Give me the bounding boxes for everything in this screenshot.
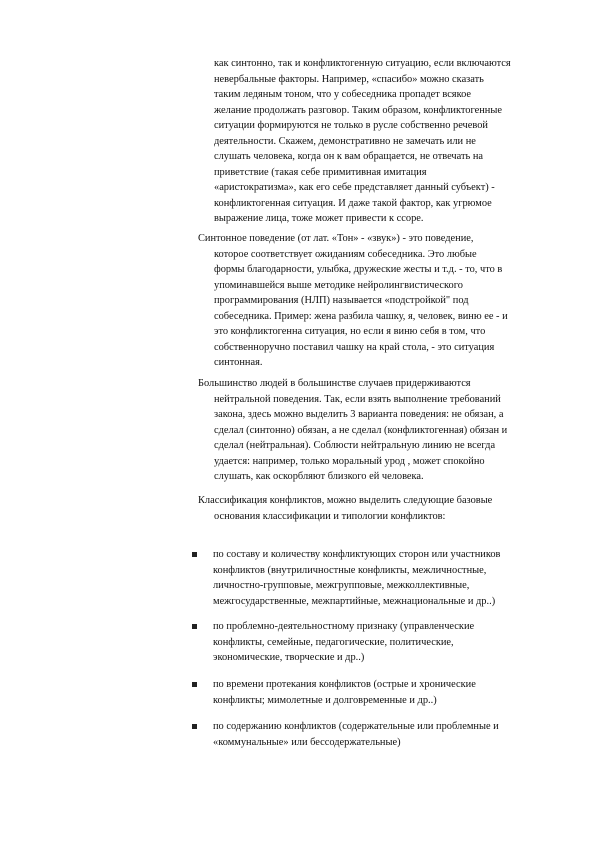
text-line: Синтонное поведение (от лат. «Тон» - «звук») - это поведение, xyxy=(198,233,474,244)
text-line: собственноручно поставил чашку на край стола, - это ситуация xyxy=(214,341,495,353)
text-line: деятельности. Скажем, демонстративно не замечать или не xyxy=(214,135,476,147)
text-line: упоминавшейся выше методике нейролингвистического xyxy=(214,279,463,291)
square-bullet-icon xyxy=(192,624,197,629)
text-line: личностно-групповые, межгрупповые, межколлективные, xyxy=(213,580,470,591)
text-line: которое соответствует ожиданиям собеседника. Это любые xyxy=(214,248,477,260)
list-item-text xyxy=(213,719,499,750)
text-line: конфликты, семейные, педагогические, политические, xyxy=(213,636,454,648)
square-bullet-icon xyxy=(192,552,197,557)
paragraph-conflict-classification xyxy=(198,493,558,524)
text-line: Большинство людей в большинстве случаев придерживаются xyxy=(198,378,471,389)
text-line: экономические, творческие и др..) xyxy=(213,652,365,663)
text-line: конфликтов (внутриличностные конфликты, межличностные, xyxy=(213,564,487,576)
text-line: слушать, как оскорбляют близкого ей человека. xyxy=(214,471,424,482)
text-line: межгосударственные, межпартийные, межнациональные и др..) xyxy=(213,595,496,607)
square-bullet-icon xyxy=(192,724,197,729)
text-line: по проблемно-деятельностному признаку (управленческие xyxy=(213,621,475,632)
text-line: «аристократизма», как его себе представляет данный субъект) - xyxy=(214,182,495,193)
text-line: формы благодарности, улыбка, дружеские жесты и т.д. - то, что в xyxy=(214,264,503,275)
text-line: основания классификации и типологии конфликтов: xyxy=(214,510,446,522)
text-line: как синтонно, так и конфликтогенную ситуацию, если включаются xyxy=(214,58,511,69)
text-line: удается: например, только моральный урод , может спокойно xyxy=(214,455,485,467)
text-line: конфликтогенная ситуация. И даже такой фактор, как угрюмое xyxy=(214,197,492,209)
text-line: ситуации формируются не только в русле собственно речевой xyxy=(214,120,488,131)
text-line: желание продолжать разговор. Таким образом, конфликтогенные xyxy=(214,104,502,116)
text-line: по содержанию конфликтов (содержательные или проблемные и xyxy=(213,721,499,732)
paragraph-neutral-behavior xyxy=(198,376,558,485)
text-line: «коммунальные» или бессодержательные) xyxy=(213,736,401,748)
text-line: Классификация конфликтов, можно выделить следующие базовые xyxy=(198,495,493,506)
text-line: закона, здесь можно выделить 3 варианта поведения: не обязан, а xyxy=(214,409,504,420)
text-line: по времени протекания конфликтов (острые и хронические xyxy=(213,679,476,690)
text-line: невербальные факторы. Например, «спасибо» можно сказать xyxy=(214,73,484,85)
list-item-text xyxy=(213,619,474,666)
text-line: выражение лица, тоже может привести к ссоре. xyxy=(214,213,424,224)
text-line: это конфликтогенна ситуация, но если я виню себя в том, что xyxy=(214,326,486,337)
text-line: сделал (синтонно) обязан, а не сделал (конфликтогенная) обязан и xyxy=(214,424,508,436)
text-line: сделал (нейтральная). Соблюсти нейтральную линию не всегда xyxy=(214,440,496,451)
square-bullet-icon xyxy=(192,682,197,687)
text-line: таким ледяным тоном, что у собеседника пропадет всякое xyxy=(214,89,472,100)
list-item-text xyxy=(213,677,476,708)
text-line: собеседника. Пример: жена разбила чашку, я, человек, виню ее - и xyxy=(214,310,508,322)
text-line: программирования (НЛП) называется «подстройкой" под xyxy=(214,295,469,306)
text-line: конфликты; мимолетные и долговременные и др..) xyxy=(213,694,437,706)
text-line: нейтральной поведения. Так, если взять выполнение требований xyxy=(214,393,501,405)
text-line: по составу и количеству конфликтующих сторон или участников xyxy=(213,549,501,560)
text-line: синтонная. xyxy=(214,357,263,368)
paragraph-syntonic-behavior xyxy=(198,231,558,371)
paragraph-nonverbal-factors xyxy=(214,56,554,227)
text-line: слушать человека, когда он к вам обращается, не отвечать на xyxy=(214,151,484,162)
list-item-text xyxy=(213,547,500,609)
text-line: приветствие (такая себе примитивная имитация xyxy=(214,166,427,178)
